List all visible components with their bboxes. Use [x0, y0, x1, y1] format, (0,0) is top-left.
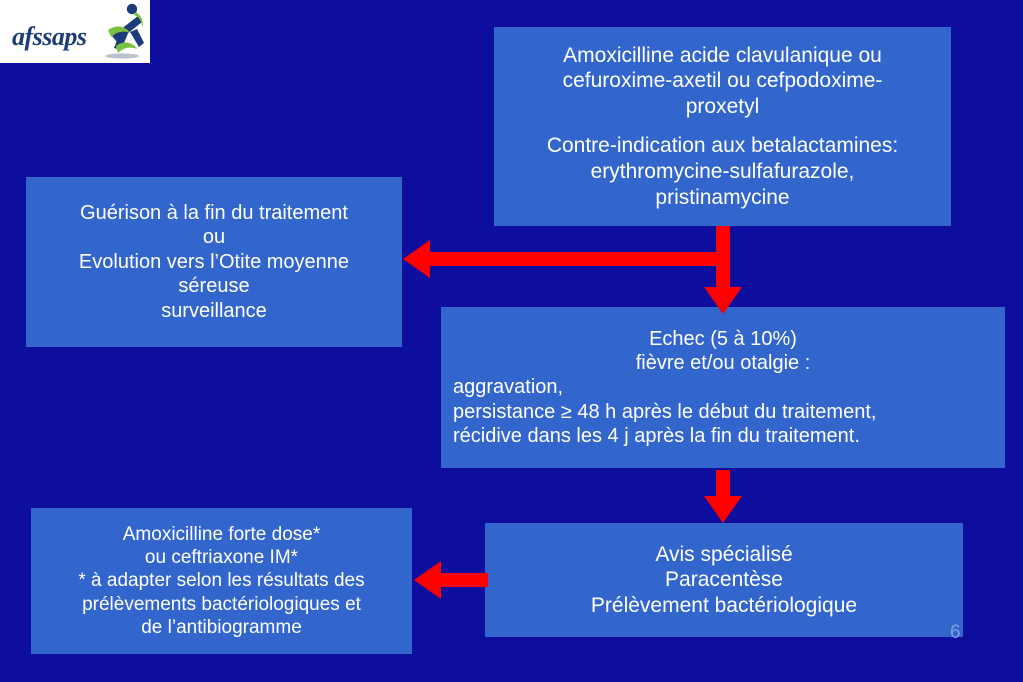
cure-line-3: Evolution vers l’Otite moyenne: [78, 250, 350, 273]
failure-detail-3: récidive dans les 4 j après la fin du traitement.: [453, 425, 860, 448]
running-figure-icon: [92, 2, 148, 60]
cure-line-1: Guérison à la fin du traitement: [80, 202, 348, 225]
failure-box: [441, 307, 1005, 468]
failure-line-2: fièvre et/ou otalgie :: [635, 351, 811, 374]
cure-line-2: ou: [202, 226, 226, 249]
failure-detail-1: aggravation,: [453, 376, 564, 399]
page-number: 6: [950, 622, 961, 643]
amox-line-1: Amoxicilline forte dose*: [122, 524, 321, 546]
afssaps-wordmark: afssaps: [12, 22, 87, 51]
advice-line-2: Paracentèse: [665, 568, 783, 592]
amox-line-2: ou ceftriaxone IM*: [144, 547, 299, 569]
treatment-contra-line-2: erythromycine-sulfafurazole,: [590, 159, 855, 183]
cure-line-5: surveillance: [161, 299, 267, 322]
treatment-contra-line-3: pristinamycine: [655, 185, 790, 209]
arrow-head-down: [704, 496, 742, 523]
treatment-spacer: [504, 120, 941, 134]
afssaps-logo: [0, 0, 150, 63]
treatment-contra-line-1: Contre-indication aux betalactamines:: [546, 134, 899, 158]
cure-line-4: séreuse: [178, 275, 250, 298]
amox-line-5: de l’antibiogramme: [141, 616, 302, 638]
cure-box: [26, 177, 402, 347]
treatment-line-1: Amoxicilline acide clavulanique ou: [563, 43, 882, 67]
arrow-head-left: [403, 240, 430, 278]
amox-line-3: * à adapter selon les résultats des: [78, 570, 365, 592]
advice-line-1: Avis spécialisé: [655, 542, 793, 566]
treatment-line-3: proxetyl: [685, 95, 760, 119]
arrow-head-down: [704, 287, 742, 314]
failure-line-1: Echec (5 à 10%): [649, 327, 797, 350]
specialist-advice-box: [485, 523, 963, 637]
failure-detail-2: persistance ≥ 48 h après le début du traitement,: [453, 400, 877, 423]
amox-line-4: prélèvements bactériologiques et: [82, 593, 361, 615]
treatment-box: [494, 27, 951, 226]
amoxicillin-box: [31, 508, 412, 654]
arrow-shaft-horizontal: [420, 252, 720, 266]
advice-line-3: Prélèvement bactériologique: [590, 593, 858, 617]
arrow-shaft-horizontal: [438, 573, 488, 587]
arrow-head-left: [414, 561, 441, 599]
treatment-line-2: cefuroxime-axetil ou cefpodoxime-: [562, 69, 883, 93]
